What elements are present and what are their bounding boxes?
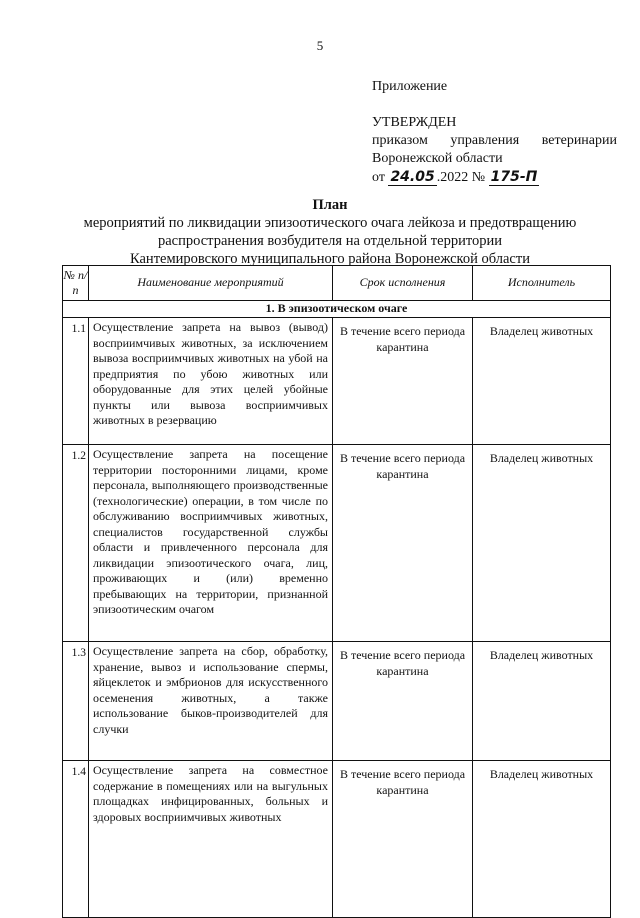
approved-label: УТВЕРЖДЕН bbox=[372, 115, 457, 130]
measure-name: Осуществление запрета на сбор, обработку, хранение, вывоз и использование спермы, яйцеклеток и эмбрионов для искусственного осеменения животных, а также использование быков-производителей для случки bbox=[89, 642, 333, 761]
measure-term: В течение всего периода карантина bbox=[333, 445, 473, 642]
row-number: 1.3 bbox=[63, 642, 89, 761]
row-number: 1.4 bbox=[63, 761, 89, 918]
measure-executor: Владелец животных bbox=[473, 445, 611, 642]
header-num: № п/п bbox=[63, 266, 89, 301]
approval-block bbox=[372, 78, 617, 187]
measure-name: Осуществление запрета на совместное содержание в помещениях или на выгульных площадках инфицированных, больных и здоровых восприимчивых животных bbox=[89, 761, 333, 918]
header-term: Срок исполнения bbox=[333, 266, 473, 301]
section-title: 1. В эпизоотическом очаге bbox=[63, 301, 611, 318]
table-row bbox=[63, 318, 611, 445]
measures-table bbox=[62, 265, 611, 918]
handwritten-date: 24.05 bbox=[390, 169, 435, 185]
measure-term: В течение всего периода карантина bbox=[333, 318, 473, 445]
title-line-1: мероприятий по ликвидации эпизоотического очага лейкоза и предотвращению bbox=[83, 215, 577, 231]
order-line-1: приказом управления ветеринарии bbox=[372, 133, 617, 148]
header-name: Наименование мероприятий bbox=[89, 266, 333, 301]
document-title bbox=[30, 196, 630, 268]
measure-executor: Владелец животных bbox=[473, 761, 611, 918]
measure-executor: Владелец животных bbox=[473, 642, 611, 761]
title-line-2: распространения возбудителя на отдельной территории bbox=[158, 233, 502, 249]
measure-term: В течение всего периода карантина bbox=[333, 761, 473, 918]
title-line-3: Кантемировского муниципального района Воронежской области bbox=[130, 251, 530, 267]
table-row bbox=[63, 642, 611, 761]
measure-executor: Владелец животных bbox=[473, 318, 611, 445]
date-prefix: от bbox=[372, 170, 385, 185]
table-row bbox=[63, 445, 611, 642]
handwritten-number: 175-П bbox=[490, 169, 538, 185]
row-number: 1.1 bbox=[63, 318, 89, 445]
header-executor: Исполнитель bbox=[473, 266, 611, 301]
table-row bbox=[63, 761, 611, 918]
table-header-row bbox=[63, 266, 611, 301]
title-word: План bbox=[312, 197, 348, 213]
measure-name: Осуществление запрета на посещение территории посторонними лицами, кроме персонала, выполняющего производственные (технологические) операции, в том числе по обслуживанию восприимчивых животных, специалистов государственной службы области и привлеченного персонала для ликвидации эпизоотического очага, лиц, проживающих и (или) временно пребывающих на территории, признанной эпизоотическим очагом bbox=[89, 445, 333, 642]
section-row bbox=[63, 301, 611, 318]
row-number: 1.2 bbox=[63, 445, 89, 642]
measure-term: В течение всего периода карантина bbox=[333, 642, 473, 761]
order-line-2: Воронежской области bbox=[372, 151, 503, 166]
order-year: .2022 № bbox=[436, 170, 486, 185]
page-number: 5 bbox=[316, 38, 324, 53]
measure-name: Осуществление запрета на вывоз (вывод) восприимчивых животных, за исключением вывоза восприимчивых животных на убой на предприятия по убою животных или оборудованные для этих целей убойные пункты или вывоза восприимчивых животных в резервацию bbox=[89, 318, 333, 445]
appendix-label: Приложение bbox=[372, 79, 448, 94]
order-date-line bbox=[372, 168, 617, 187]
